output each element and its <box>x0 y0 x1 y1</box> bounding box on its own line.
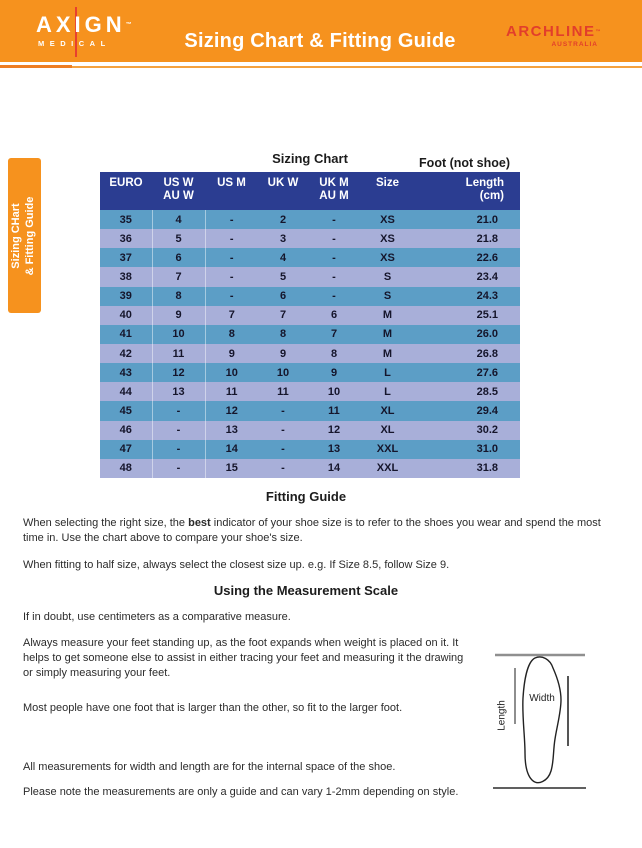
table-cell: 8 <box>228 328 235 341</box>
table-cell: - <box>332 270 336 283</box>
table-cell: 10 <box>327 385 341 398</box>
axign-logo <box>36 12 132 48</box>
table-cell: XS <box>380 232 395 245</box>
sizing-chart-heading: Sizing Chart <box>272 151 348 166</box>
table-cell: 9 <box>228 347 235 360</box>
table-cell: 8 <box>330 347 338 360</box>
table-cell: 3 <box>279 232 287 245</box>
table-cell: 42 <box>100 344 152 363</box>
table-cell: 12 <box>152 363 205 382</box>
table-cell: 21.0 <box>476 213 498 226</box>
table-cell: 48 <box>100 459 152 478</box>
table-cell: 12 <box>327 424 341 437</box>
table-cell: 10 <box>152 325 205 344</box>
table-cell: L <box>384 385 391 398</box>
column-header: EURO <box>109 177 143 189</box>
header-bar <box>0 0 642 62</box>
foot-outline-drawing <box>489 646 629 796</box>
table-header-row <box>100 172 520 210</box>
column-header: US M <box>217 177 246 189</box>
table-cell: - <box>281 424 285 437</box>
table-cell: M <box>382 309 393 322</box>
table-cell: 43 <box>100 363 152 382</box>
table-cell: - <box>229 213 234 226</box>
sizing-chart-table <box>100 172 521 478</box>
table-cell: XL <box>380 424 395 437</box>
table-cell: - <box>281 462 285 475</box>
brand-name <box>36 12 132 37</box>
table-row <box>100 229 520 248</box>
table-cell: XL <box>380 404 395 417</box>
table-cell: 35 <box>100 210 152 229</box>
paragraph-text: indicator of your shoe size is to refer to the shoes you wear and spend the most time in. Use the chart above to compare your shoe's size. <box>23 517 601 544</box>
side-tab-sizing-chart <box>8 158 41 313</box>
table-cell: 13 <box>225 424 238 437</box>
table-row <box>100 306 520 325</box>
table-cell: XXL <box>376 443 399 456</box>
archline-logo <box>506 23 601 48</box>
column-header: UK M AU M <box>319 177 349 202</box>
table-cell: - <box>332 232 336 245</box>
table-cell: 40 <box>100 306 152 325</box>
measurement-paragraph-2: Always measure your feet standing up, as the foot expands when weight is placed on it. It helps to get someone else to assist in either tracing your feet and measuring it the drawing or simply measuring your feet. <box>23 637 464 679</box>
table-cell: - <box>332 213 336 226</box>
table-cell: 5 <box>152 229 205 248</box>
table-cell: 39 <box>100 287 152 306</box>
table-cell: - <box>152 401 205 420</box>
table-cell: 6 <box>152 248 205 267</box>
table-cell: - <box>229 270 234 283</box>
table-cell: 23.4 <box>476 270 498 283</box>
table-cell: 25.1 <box>476 309 498 322</box>
table-cell: - <box>332 290 336 303</box>
table-cell: 9 <box>330 366 338 379</box>
header-divider-accent <box>0 65 72 68</box>
table-row <box>100 344 520 363</box>
table-body <box>100 210 520 478</box>
table-cell: - <box>152 440 205 459</box>
table-cell: 13 <box>327 443 341 456</box>
table-row <box>100 421 520 440</box>
table-cell: - <box>152 421 205 440</box>
table-row <box>100 248 520 267</box>
fitting-guide-paragraph-1 <box>23 516 621 546</box>
table-cell: 21.8 <box>476 232 498 245</box>
table-row <box>100 210 520 229</box>
table-cell: 10 <box>276 366 290 379</box>
partner-name-text: ARCHLINE <box>506 23 596 40</box>
table-cell: - <box>332 251 336 264</box>
side-tab-label <box>10 160 40 312</box>
paragraph-text: When selecting the right size, the <box>23 517 189 529</box>
table-cell: 6 <box>279 290 287 303</box>
table-cell: 22.6 <box>476 251 498 264</box>
table-cell: 11 <box>277 385 289 398</box>
table-cell: - <box>229 290 234 303</box>
trademark-symbol: ™ <box>125 22 132 28</box>
table-row <box>100 267 520 286</box>
table-cell: 47 <box>100 440 152 459</box>
foot-outline-path <box>523 657 561 783</box>
table-cell: 13 <box>152 382 205 401</box>
page-title: Sizing Chart & Fitting Guide <box>184 30 456 52</box>
length-label: Length <box>496 700 508 731</box>
table-row <box>100 287 520 306</box>
paragraph-bold-text: best <box>188 517 211 529</box>
table-cell: 14 <box>225 443 238 456</box>
table-row <box>100 440 520 459</box>
table-cell: 36 <box>100 229 152 248</box>
table-cell: 46 <box>100 421 152 440</box>
table-cell: 26.0 <box>476 328 498 341</box>
table-row <box>100 325 520 344</box>
table-cell: XXL <box>376 462 399 475</box>
table-row <box>100 363 520 382</box>
column-header: US W AU W <box>163 177 194 202</box>
table-cell: 4 <box>279 251 287 264</box>
table-row <box>100 382 520 401</box>
measurement-scale-heading: Using the Measurement Scale <box>213 583 399 598</box>
table-cell: 27.6 <box>476 366 498 379</box>
table-row <box>100 459 520 478</box>
table-cell: 4 <box>152 210 205 229</box>
foot-measurement-diagram <box>489 646 629 796</box>
table-cell: 7 <box>152 267 205 286</box>
table-cell: 2 <box>279 213 287 226</box>
table-cell: 7 <box>279 309 287 322</box>
table-cell: 31.8 <box>476 462 498 475</box>
table-cell: - <box>281 404 285 417</box>
table-cell: - <box>281 443 285 456</box>
table-cell: XS <box>380 251 395 264</box>
table-cell: 9 <box>279 347 287 360</box>
column-header: UK W <box>267 177 299 189</box>
table-cell: 45 <box>100 401 152 420</box>
table-cell: L <box>384 366 391 379</box>
table-cell: 7 <box>228 309 235 322</box>
table-cell: M <box>382 328 393 341</box>
table-cell: 12 <box>225 404 238 417</box>
table-row <box>100 401 520 420</box>
partner-subtitle: AUSTRALIA <box>551 41 598 48</box>
table-cell: 6 <box>330 309 338 322</box>
table-cell: XS <box>380 213 395 226</box>
column-header: Length (cm) <box>465 177 504 202</box>
table-cell: - <box>229 251 234 264</box>
table-cell: 26.8 <box>476 347 498 360</box>
table-cell: 15 <box>225 462 238 475</box>
table-cell: S <box>383 290 392 303</box>
table-cell: 8 <box>279 328 287 341</box>
trademark-symbol: ™ <box>595 29 601 35</box>
column-header: Size <box>375 177 399 189</box>
measurement-paragraph-3: Most people have one foot that is larger than the other, so fit to the larger foot. <box>23 702 403 714</box>
table-cell: 8 <box>152 287 205 306</box>
measurement-paragraph-1: If in doubt, use centimeters as a comparative measure. <box>23 611 291 623</box>
table-cell: M <box>382 347 393 360</box>
table-cell: 28.5 <box>476 385 498 398</box>
side-tab-line1: Sizing CHart <box>9 202 22 269</box>
foot-not-shoe-label: Foot (not shoe) <box>419 156 510 170</box>
table-cell: 14 <box>327 462 341 475</box>
side-tab-line2: & Fitting Guide <box>23 196 35 275</box>
fitting-guide-paragraph-2: When fitting to half size, always select the closest size up. e.g. If Size 8.5, follow Size 9. <box>23 559 450 571</box>
table-cell: 37 <box>100 248 152 267</box>
table-cell: 9 <box>152 306 205 325</box>
table-cell: 44 <box>100 382 152 401</box>
partner-name <box>506 23 601 40</box>
table-cell: 24.3 <box>476 290 498 303</box>
width-label: Width <box>529 693 555 704</box>
header-divider-rule <box>0 66 642 68</box>
table-cell: 31.0 <box>476 443 498 456</box>
table-cell: 11 <box>152 344 205 363</box>
measurement-paragraph-4: All measurements for width and length are for the internal space of the shoe. <box>23 761 396 773</box>
brand-subtitle: MEDICAL <box>38 39 111 48</box>
fitting-guide-heading: Fitting Guide <box>265 489 347 504</box>
table-cell: 11 <box>225 385 238 398</box>
table-cell: 10 <box>225 366 238 379</box>
table-cell: 11 <box>328 404 340 417</box>
table-cell: 7 <box>330 328 338 341</box>
table-cell: 41 <box>100 325 152 344</box>
table-cell: S <box>383 270 392 283</box>
table-cell: 29.4 <box>476 404 498 417</box>
table-cell: - <box>229 232 234 245</box>
table-cell: 38 <box>100 267 152 286</box>
brand-name-text: AXIGN <box>36 12 126 37</box>
measurement-paragraph-5: Please note the measurements are only a guide and can vary 1-2mm depending on style. <box>23 786 459 798</box>
table-cell: 5 <box>279 270 287 283</box>
table-cell: - <box>152 459 205 478</box>
table-cell: 30.2 <box>476 424 498 437</box>
